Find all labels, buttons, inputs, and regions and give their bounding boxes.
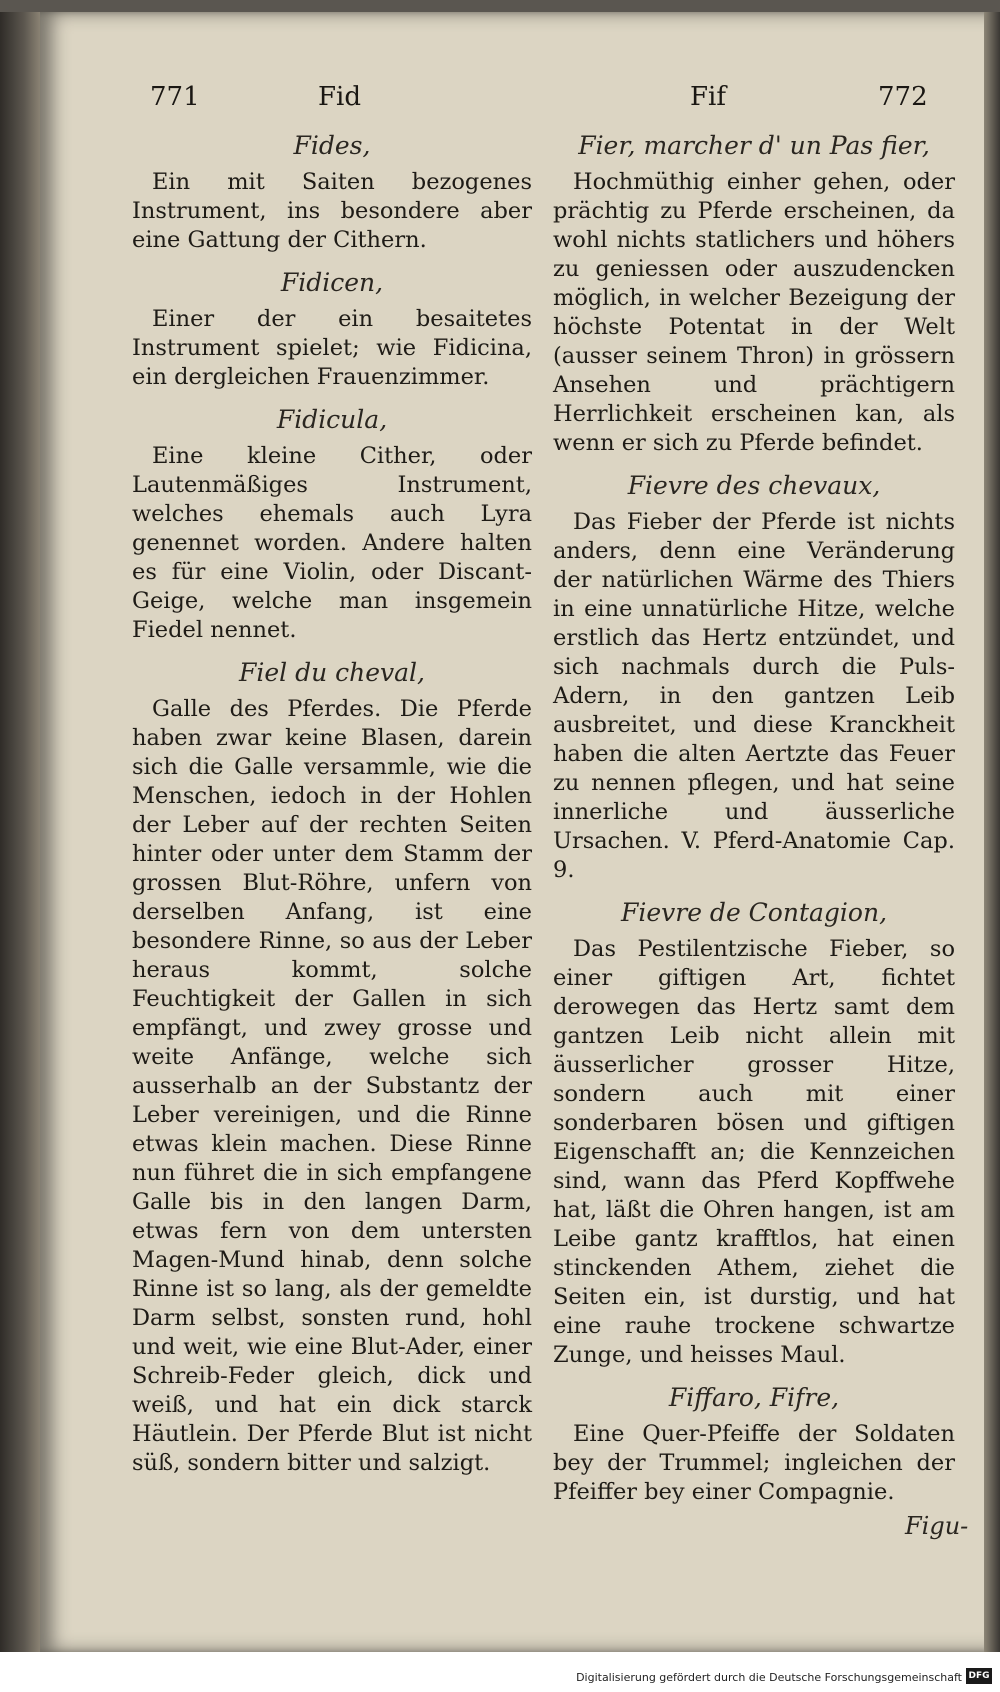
entry-definition: Eine Quer-Pfeiffe der Soldaten bey der Trummel; ingleichen der Pfeiffer bey einer Compagnie. — [553, 1421, 955, 1505]
entry-term: Fiffaro, Fifre, — [668, 1383, 840, 1412]
entry-definition: Eine kleine Cither, oder Lautenmäßiges Instrument, welches ehemals auch Lyra genennet worden. Andere halten es für eine Violin, oder Discant-Geige, welche man insgemein Fiedel nennet. — [132, 443, 532, 643]
entry — [132, 130, 532, 255]
entry-term: Fides, — [293, 131, 371, 160]
entry — [132, 404, 532, 645]
right-page-number: 772 — [878, 82, 928, 112]
entry-term: Fidicula, — [276, 405, 388, 434]
entry-definition: Galle des Pferdes. Die Pferde haben zwar keine Blasen, darein sich die Galle versammle, wie die Menschen, iedoch in der Hohlen der Leber auf der rechten Seiten hinter oder unter dem Stamm der grossen Blut-Röhre, unfern von derselben Anfang, ist eine besondere Rinne, so aus der Leber heraus kommt, solche Feuchtigkeit der Gallen in sich empfängt, und zwey grosse und weite Anfänge, welche sich ausserhalb an der Substantz der Leber vereinigen, und die Rinne etwas klein machen. Diese Rinne nun führet die in sich empfangene Galle bis in den langen Darm, etwas fern von dem untersten Magen-Mund hinab, denn solche Rinne ist so lang, als der gemeldte Darm selbst, sonsten rund, hohl und weit, wie eine Blut-Ader, einer Schreib-Feder gleich, dick und weiß, und hat ein dick starck Häutlein. Der Pferde Blut ist nicht süß, sondern bitter und salzigt. — [132, 696, 532, 1476]
book-spine — [0, 12, 40, 1652]
entry — [132, 267, 532, 392]
left-page-number: 771 — [150, 82, 200, 112]
entry-definition: Das Fieber der Pferde ist nichts anders, denn eine Veränderung der natürlichen Wärme des Thiers in eine unnatürliche Hitze, welche erstlich das Hertz entzündet, und sich nachmals durch die Puls-Adern, in den gantzen Leib ausbreitet, und diese Kranckheit haben die alten Aertzte das Feuer zu nennen pflegen, und hat seine innerliche und äusserliche Ursachen. V. Pferd-Anatomie Cap. 9. — [553, 509, 955, 883]
entry-definition: Einer der ein besaitetes Instrument spielet; wie Fidicina, ein dergleichen Frauenzimmer. — [132, 306, 532, 390]
entry-definition: Das Pestilentzische Fieber, so einer giftigen Art, fichtet derowegen das Hertz samt dem gantzen Leib nicht allein mit äusserlicher grosser Hitze, sondern auch mit einer sonderbaren bösen und giftigen Eigenschafft an; die Kennzeichen sind, wann das Pferd Kopffwehe hat, läßt die Ohren hangen, ist am Leibe gantz krafftlos, hat einen stinckenden Athem, ziehet die Seiten ein, ist durstig, und hat eine rauhe trockene schwartze Zunge, und heisses Maul. — [553, 936, 955, 1368]
dfg-logo: DFG — [966, 1668, 992, 1684]
entry — [553, 130, 955, 458]
entry — [132, 657, 532, 1478]
entry-term: Fievre de Contagion, — [620, 898, 888, 927]
entry-definition: Hochmüthig einher gehen, oder prächtig zu Pferde erscheinen, da wohl nichts statlichers und höhers zu geniessen oder auszudencken möglich, in welcher Bezeigung der höchste Potentat in der Welt (ausser seinem Thron) in grössern Ansehen und prächtigern Herrlichkeit erscheinen kan, als wenn er sich zu Pferde befindet. — [553, 169, 955, 456]
entry — [553, 1382, 955, 1507]
digitization-credit: Digitalisierung gefördert durch die Deutsche Forschungsgemeinschaft — [576, 1671, 962, 1684]
entry — [553, 897, 955, 1370]
entry-term: Fidicen, — [280, 268, 384, 297]
catchword: Figu- — [905, 1512, 969, 1540]
page-edge — [984, 12, 1000, 1652]
entry-term: Fievre des chevaux, — [627, 471, 881, 500]
right-running-head: Fif — [690, 82, 726, 112]
left-column — [132, 130, 532, 1490]
entry-definition: Ein mit Saiten bezogenes Instrument, ins besondere aber eine Gattung der Cithern. — [132, 169, 532, 253]
right-column — [553, 130, 955, 1519]
left-running-head: Fid — [318, 82, 361, 112]
entry-term: Fiel du cheval, — [239, 658, 425, 687]
entry — [553, 470, 955, 885]
entry-term: Fier, marcher d' un Pas fier, — [578, 131, 930, 160]
